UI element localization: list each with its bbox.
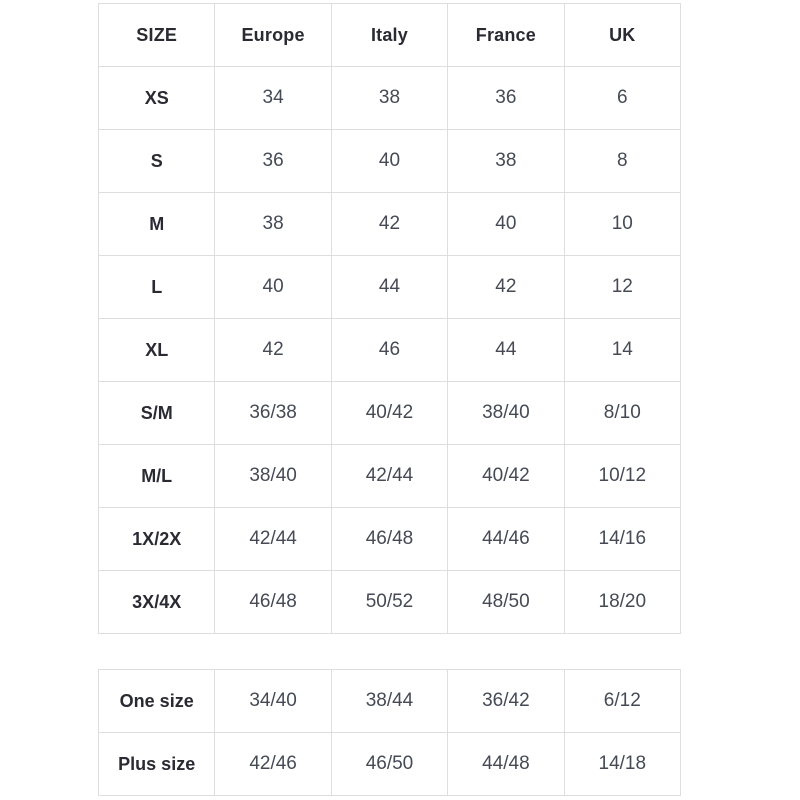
value-cell: 46/48 (331, 508, 447, 571)
size-label-cell: M (99, 193, 215, 256)
value-cell: 36 (215, 130, 331, 193)
value-cell: 44/48 (448, 733, 564, 796)
size-label-cell: 3X/4X (99, 571, 215, 634)
size-conversion-table-header (99, 4, 681, 67)
value-cell: 14 (564, 319, 680, 382)
header-row (99, 4, 681, 67)
table-row (99, 319, 681, 382)
value-cell: 8 (564, 130, 680, 193)
special-sizes-table (98, 669, 681, 796)
value-cell: 10 (564, 193, 680, 256)
table-row (99, 130, 681, 193)
table-row (99, 193, 681, 256)
value-cell: 12 (564, 256, 680, 319)
special-sizes-table-body (99, 670, 681, 796)
size-label-cell: XL (99, 319, 215, 382)
column-header: Italy (331, 4, 447, 67)
value-cell: 42 (448, 256, 564, 319)
size-label-cell: S/M (99, 382, 215, 445)
size-label-cell: 1X/2X (99, 508, 215, 571)
size-chart-page (98, 3, 681, 796)
value-cell: 46/50 (331, 733, 447, 796)
value-cell: 10/12 (564, 445, 680, 508)
value-cell: 8/10 (564, 382, 680, 445)
table-row (99, 256, 681, 319)
table-row (99, 670, 681, 733)
value-cell: 42/44 (331, 445, 447, 508)
value-cell: 46/48 (215, 571, 331, 634)
value-cell: 34/40 (215, 670, 331, 733)
table-row (99, 508, 681, 571)
value-cell: 42 (215, 319, 331, 382)
value-cell: 40 (448, 193, 564, 256)
size-conversion-table (98, 3, 681, 634)
size-label-cell: L (99, 256, 215, 319)
value-cell: 38 (448, 130, 564, 193)
value-cell: 6 (564, 67, 680, 130)
value-cell: 46 (331, 319, 447, 382)
value-cell: 14/16 (564, 508, 680, 571)
table-row (99, 733, 681, 796)
value-cell: 14/18 (564, 733, 680, 796)
value-cell: 44 (331, 256, 447, 319)
size-label-cell: M/L (99, 445, 215, 508)
value-cell: 36/38 (215, 382, 331, 445)
column-header: UK (564, 4, 680, 67)
value-cell: 42/44 (215, 508, 331, 571)
value-cell: 42 (331, 193, 447, 256)
value-cell: 34 (215, 67, 331, 130)
size-conversion-table-body (99, 67, 681, 634)
value-cell: 38/44 (331, 670, 447, 733)
size-label-cell: One size (99, 670, 215, 733)
value-cell: 38 (331, 67, 447, 130)
value-cell: 36 (448, 67, 564, 130)
size-label-cell: XS (99, 67, 215, 130)
value-cell: 42/46 (215, 733, 331, 796)
value-cell: 50/52 (331, 571, 447, 634)
column-header: SIZE (99, 4, 215, 67)
value-cell: 38 (215, 193, 331, 256)
value-cell: 40 (331, 130, 447, 193)
table-row (99, 445, 681, 508)
value-cell: 38/40 (448, 382, 564, 445)
size-label-cell: Plus size (99, 733, 215, 796)
column-header: Europe (215, 4, 331, 67)
value-cell: 40/42 (448, 445, 564, 508)
value-cell: 6/12 (564, 670, 680, 733)
table-row (99, 67, 681, 130)
value-cell: 36/42 (448, 670, 564, 733)
value-cell: 44 (448, 319, 564, 382)
value-cell: 40/42 (331, 382, 447, 445)
table-row (99, 571, 681, 634)
value-cell: 40 (215, 256, 331, 319)
size-label-cell: S (99, 130, 215, 193)
value-cell: 38/40 (215, 445, 331, 508)
value-cell: 44/46 (448, 508, 564, 571)
value-cell: 18/20 (564, 571, 680, 634)
column-header: France (448, 4, 564, 67)
value-cell: 48/50 (448, 571, 564, 634)
table-row (99, 382, 681, 445)
